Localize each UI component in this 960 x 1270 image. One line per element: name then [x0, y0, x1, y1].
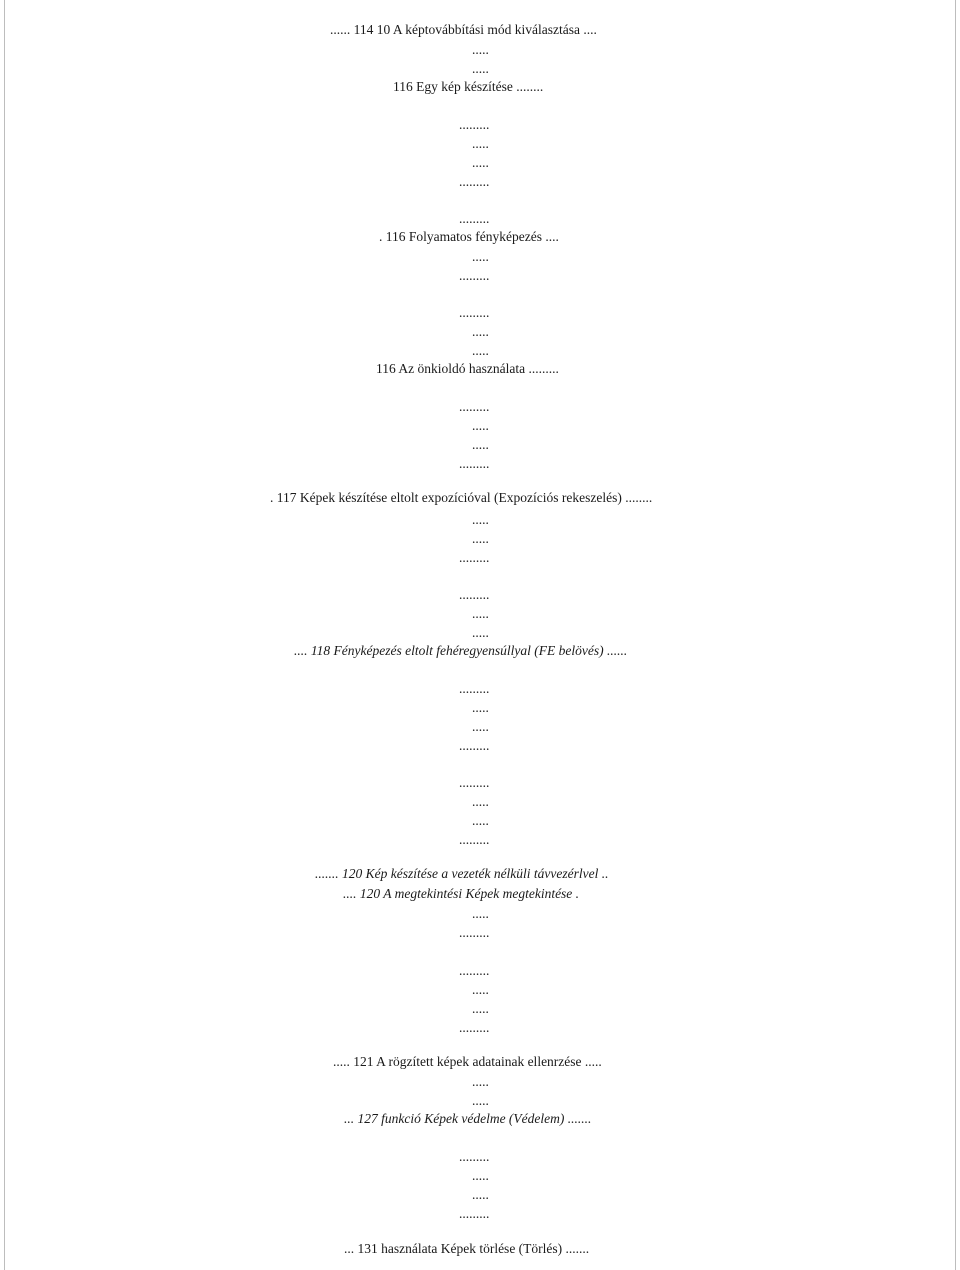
toc-dots: .........: [459, 456, 490, 471]
toc-dots: .....: [472, 249, 489, 264]
toc-dots: .........: [459, 211, 490, 226]
toc-dots: .........: [459, 681, 490, 696]
toc-entry: ... 131 használata Képek törlése (Törlés) .......: [344, 1241, 590, 1256]
toc-dots: .....: [472, 1001, 489, 1016]
toc-dots: .....: [472, 343, 489, 358]
toc-dots: .....: [472, 719, 489, 734]
toc-entry: . 116 Folyamatos fényképezés ....: [379, 229, 559, 244]
toc-dots: .....: [472, 1168, 489, 1183]
toc-entry: 116 Egy kép készítése ........: [393, 79, 544, 94]
toc-dots: .........: [459, 925, 490, 940]
toc-dots: .....: [472, 61, 489, 76]
toc-dots: .........: [459, 399, 490, 414]
toc-entry: 116 Az önkioldó használata .........: [376, 361, 559, 376]
toc-dots: .....: [472, 1187, 489, 1202]
toc-dots: .........: [459, 117, 490, 132]
toc-dots: .....: [472, 794, 489, 809]
toc-dots: .........: [459, 1020, 490, 1035]
toc-dots: .........: [459, 268, 490, 283]
toc-dots: .....: [472, 813, 489, 828]
toc-dots: .....: [472, 625, 489, 640]
toc-dots: .........: [459, 174, 490, 189]
toc-entry: ...... 114 10 A képtovábbítási mód kiválasztása ....: [330, 22, 597, 37]
toc-dots: .....: [472, 437, 489, 452]
toc-dots: .....: [472, 136, 489, 151]
toc-dots: .........: [459, 738, 490, 753]
toc-entry: ....... 120 Kép készítése a vezeték nélküli távvezérlvel ..: [315, 866, 609, 881]
toc-dots: .....: [472, 324, 489, 339]
toc-dots: .........: [459, 1149, 490, 1164]
toc-dots: .....: [472, 982, 489, 997]
toc-dots: .........: [459, 587, 490, 602]
toc-entry: . 117 Képek készítése eltolt expozícióval (Expozíciós rekeszelés) ........: [270, 490, 653, 505]
toc-dots: .....: [472, 155, 489, 170]
toc-dots: .........: [459, 1206, 490, 1221]
toc-dots: .........: [459, 775, 490, 790]
toc-dots: .........: [459, 550, 490, 565]
toc-entry: ..... 121 A rögzített képek adatainak ellenrzése .....: [333, 1054, 602, 1069]
toc-dots: .....: [472, 1093, 489, 1108]
toc-entry: .... 118 Fényképezés eltolt fehéregyensúllyal (FE belövés) ......: [294, 643, 628, 658]
toc-dots: .....: [472, 606, 489, 621]
toc-dots: .....: [472, 700, 489, 715]
toc-dots: .....: [472, 512, 489, 527]
toc-entry: ... 127 funkció Képek védelme (Védelem) .......: [344, 1111, 592, 1126]
toc-dots: .....: [472, 906, 489, 921]
toc-dots: .........: [459, 305, 490, 320]
toc-dots: .....: [472, 1074, 489, 1089]
toc-entry: .... 120 A megtekintési Képek megtekintése .: [343, 886, 580, 901]
toc-dots: .........: [459, 832, 490, 847]
toc-dots: .....: [472, 42, 489, 57]
toc-dots: .....: [472, 418, 489, 433]
toc-dots: .........: [459, 963, 490, 978]
toc-dots: .....: [472, 531, 489, 546]
